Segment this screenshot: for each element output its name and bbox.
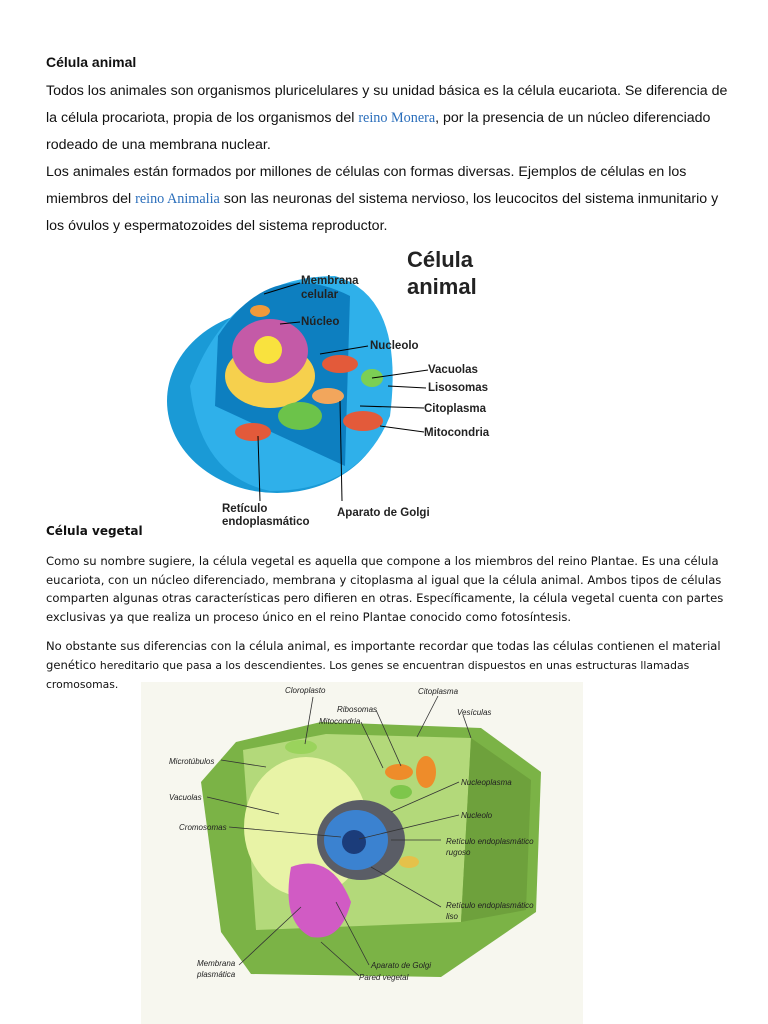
label-vesiculas: Vesículas bbox=[457, 708, 492, 717]
section-title-vegetal: Célula vegetal bbox=[46, 524, 143, 538]
label-microtubulos: Microtúbulos bbox=[169, 757, 215, 766]
text-span: Todos los animales son organismos pluricelulares y su unidad básica es la célula eucariota. Se diferencia de la célula procariota, propia de los organismos del bbox=[46, 83, 728, 126]
plant-cell-text: Como su nombre sugiere, la célula vegetal es aquella que compone a los miembros del reino Plantae. Es una célula eucariota, con un núcleo diferenciado, membrana y citoplasma al igual que la célula animal. Ambos tipos de células comparten algunas otras características pero difieren en otras. Específicamente, la célula vegetal cuenta con partes exclusivas ya que realiza un proceso único en el reino Plantae conocido como fotosíntesis. bbox=[46, 554, 724, 624]
label-citoplasma: Citoplasma bbox=[424, 403, 486, 415]
label-rer: rugoso bbox=[446, 848, 471, 857]
animal-cell-diagram bbox=[160, 236, 500, 528]
link-reino-monera[interactable]: reino Monera bbox=[358, 110, 436, 126]
label-mitocondria: Mitocondria bbox=[319, 717, 361, 726]
text-span: son las neuronas del sistema nervioso, los leucocitos del sistema inmunitario y los óvulos y espermatozoides del sistema reproductor. bbox=[46, 191, 719, 234]
mitochondria bbox=[385, 764, 413, 780]
label-vacuolas: Vacuolas bbox=[428, 364, 478, 376]
mitochondria-2 bbox=[343, 411, 383, 431]
label-membrana: Membrana bbox=[301, 275, 359, 287]
label-nucleolo: Nucleolo bbox=[370, 340, 419, 352]
mitochondria-3 bbox=[235, 423, 271, 441]
text-span: hereditario que pasa a los descendientes. Los genes se encuentran dispuestos en unas estructuras llamadas cromosomas. bbox=[46, 658, 690, 691]
label-membrana: plasmática bbox=[197, 970, 236, 979]
label-reticulo: endoplasmático bbox=[222, 516, 310, 528]
link-reino-animalia[interactable]: reino Animalia bbox=[135, 191, 220, 207]
golgi bbox=[312, 388, 344, 404]
diagram-title: animal bbox=[407, 274, 477, 299]
label-nucleo: Núcleo bbox=[301, 316, 340, 328]
label-nucleoplasma: Nucleoplasma bbox=[461, 778, 512, 787]
mitochondria bbox=[416, 756, 436, 788]
label-rel: Retículo endoplasmático bbox=[446, 901, 534, 910]
nucleolus bbox=[342, 830, 366, 854]
label-nucleolo: Nucleolo bbox=[461, 811, 493, 820]
vacuole bbox=[278, 402, 322, 430]
label-membrana: celular bbox=[301, 289, 339, 301]
label-golgi: Aparato de Golgi bbox=[337, 507, 430, 519]
chloroplast bbox=[390, 785, 412, 799]
label-ribosomas: Ribosomas bbox=[337, 705, 378, 714]
mitochondria-1 bbox=[322, 355, 358, 373]
label-rer: Retículo endoplasmático bbox=[446, 837, 534, 846]
label-pared: Pared vegetal bbox=[359, 973, 409, 982]
animal-cell-text bbox=[46, 78, 736, 240]
label-membrana: Membrana bbox=[197, 959, 236, 968]
label-golgi: Aparato de Golgi bbox=[371, 961, 432, 970]
label-cromosomas: Cromosomas bbox=[179, 823, 227, 832]
lysosome bbox=[250, 305, 270, 317]
chloroplast bbox=[285, 740, 317, 754]
plant-cell-diagram bbox=[141, 682, 583, 1024]
section-title-animal: Célula animal bbox=[46, 54, 137, 70]
label-vacuolas: Vacuolas bbox=[169, 793, 202, 802]
text-span: Los animales están formados por millones de células con formas diversas. Ejemplos de células en los miembros del bbox=[46, 164, 687, 207]
label-rel: liso bbox=[446, 912, 459, 921]
text-span: , por la presencia de un núcleo diferenciado rodeado de una membrana nuclear. bbox=[46, 110, 711, 153]
label-citoplasma: Citoplasma bbox=[418, 687, 459, 696]
label-mitocondria: Mitocondria bbox=[424, 427, 490, 439]
text-span: No obstante sus diferencias con la célula animal, es importante recordar que todas las células contienen el material genético bbox=[46, 639, 721, 672]
label-lisosomas: Lisosomas bbox=[428, 382, 489, 394]
vesicle bbox=[399, 856, 419, 868]
label-cloroplasto: Cloroplasto bbox=[285, 686, 326, 695]
nucleolus bbox=[254, 336, 282, 364]
label-reticulo: Retículo bbox=[222, 503, 268, 515]
diagram-title: Célula bbox=[407, 247, 474, 272]
